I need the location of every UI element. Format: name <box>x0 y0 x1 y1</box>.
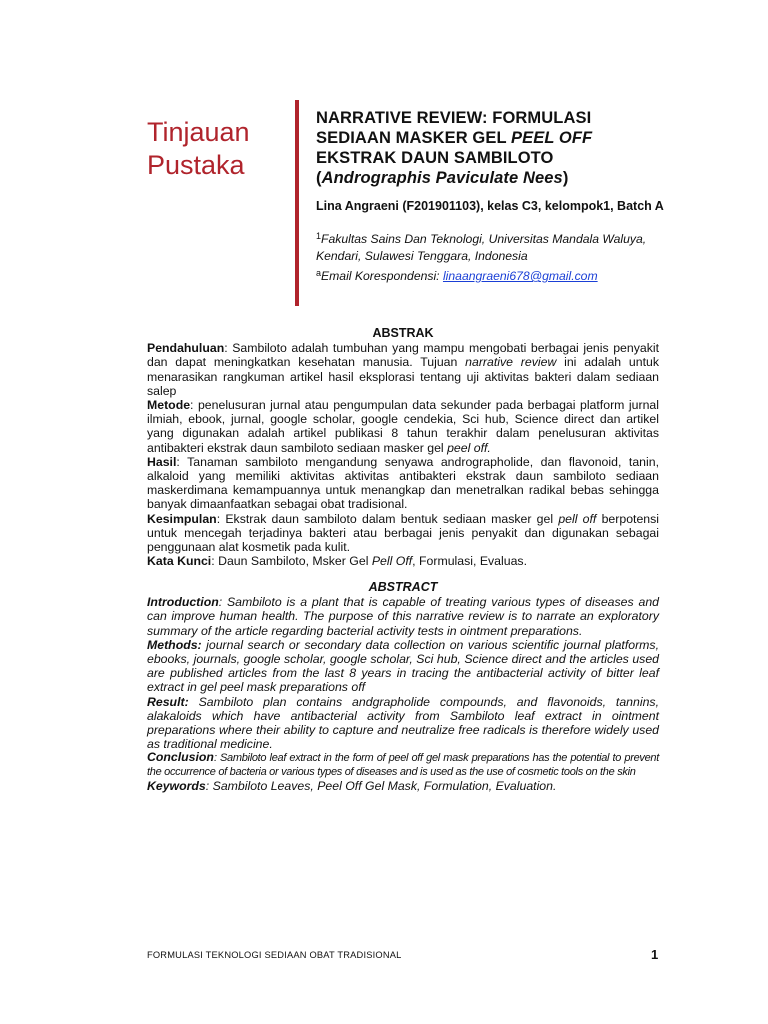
title-paren-close: ) <box>562 169 569 187</box>
conclusion-label: Conclusion <box>147 750 214 765</box>
author-line: Lina Angraeni (F201901103), kelas C3, kelompok1, Batch A <box>316 199 664 213</box>
affiliation-line1 <box>316 228 716 248</box>
affiliation <box>316 228 716 285</box>
title-line1: NARRATIVE REVIEW: FORMULASI <box>316 109 592 127</box>
metode-paragraph <box>147 398 659 455</box>
abstract-section <box>147 580 659 794</box>
title-line2 <box>316 128 736 148</box>
affiliation-line2: Kendari, Sulawesi Tenggara, Indonesia <box>316 249 528 263</box>
affiliation-sup: 1 <box>316 231 322 241</box>
title-line4 <box>316 168 736 188</box>
title-line2-text: SEDIAAN MASKER GEL <box>316 129 512 147</box>
hasil-text: : Tanaman sambiloto mengandung senyawa andrographolide, dan flavonoid, tanin, alkaloid yang memiliki aktivitas aktivitas antibakteri ekstrak daun sambiloto sediaan maskerdimana kemampuannya untuk menangkap dan menetralkan radikal bebas sehingga banyak dimaanfaatkan sebagai obat tradisional. <box>147 454 659 512</box>
kesimpulan-paragraph <box>147 512 659 555</box>
result-text: Sambiloto plan contains andgrapholide compounds, and flavonoids, tannins, alakaloids which have antibacterial activity from Sambiloto leaf extract in ointment preparations where their ability to capture and neutralize free radicals is therefore widely used as traditional medicine. <box>147 694 659 752</box>
title-species: Andrographis Paviculate Nees <box>321 169 563 187</box>
kata-kunci-paragraph <box>147 554 659 568</box>
methods-paragraph <box>147 638 659 695</box>
introduction-text: : Sambiloto is a plant that is capable of treating various types of diseases and can improve human health. The purpose of this narrative review is to narrate an exploratory summary of the article regarding bacterial activity tests in ointment preparations. <box>147 595 659 638</box>
kesimpulan-label: Kesimpulan <box>147 511 217 526</box>
hasil-label: Hasil <box>147 454 177 469</box>
introduction-label: Introduction <box>147 595 219 610</box>
kata-kunci-text: : Daun Sambiloto, Msker Gel <box>211 554 372 569</box>
hasil-paragraph <box>147 455 659 512</box>
pendahuluan-text: : Sambiloto adalah tumbuhan yang mampu mengobati berbagai jenis penyakit dan dapat meningkatkan kesehatan manusia. Tujuan <box>147 341 659 370</box>
keywords-text: : Sambiloto Leaves, Peel Off Gel Mask, Formulation, Evaluation. <box>205 779 557 794</box>
keywords-paragraph <box>147 779 659 793</box>
title-line2-italic: PEEL OFF <box>511 129 593 147</box>
pendahuluan-text-2: ini adalah untuk menarasikan rangkuman artikel hasil eksplorasi tentang uji aktivitas bakteri dalam sediaan salep <box>147 355 660 398</box>
conclusion-paragraph <box>147 751 659 779</box>
metode-text: : penelusuran jurnal atau pengumpulan data sekunder pada berbagai platform jurnal ilmiah, ebook, jurnal, google scholar, google cendekia, Sci hub, Science direct dan artikel yang digunakan adalah artikel publikasi 8 tahun terakhir dalam penelusuran aktivitas antibakteri ekstrak daun sambiloto sediaan masker gel <box>147 398 659 455</box>
introduction-paragraph <box>147 595 659 638</box>
title-paren-open: ( <box>316 169 322 187</box>
running-footer: FORMULASI TEKNOLOGI SEDIAAN OBAT TRADISIONAL <box>147 950 402 960</box>
abstrak-heading: ABSTRAK <box>372 326 434 340</box>
pendahuluan-paragraph <box>147 341 659 398</box>
methods-label: Methods: <box>147 637 202 652</box>
kata-kunci-label: Kata Kunci <box>147 554 212 569</box>
abstract-heading: ABSTRACT <box>368 580 438 594</box>
kesimpulan-text-2: berpotensi untuk mencegah terjadinya bakteri atau berbagai jenis penyakit dan digunakan sebagai penggunaan alat kosmetik pada kulit. <box>147 511 660 555</box>
keywords-label: Keywords <box>147 779 206 794</box>
email-link[interactable]: linaangraeni678@gmail.com <box>442 269 598 283</box>
result-label: Result: <box>147 694 189 709</box>
affiliation-text-1: Fakultas Sains Dan Teknologi, Universitas Mandala Waluya, <box>321 232 647 246</box>
email-label: Email Korespondensi: <box>321 269 443 283</box>
methods-text: journal search or secondary data collection on various scientific journal platforms, ebooks, journals, google scholar, google scholar, Sci hub, Science direct and the articles used are published articles from the last 8 years in tracing the antibacterial activity of bitter leaf extract in gel peel mask preparations off <box>147 637 659 695</box>
page-number: 1 <box>651 947 659 962</box>
email-line <box>316 265 716 285</box>
kata-kunci-italic: Pell Off <box>371 554 413 569</box>
section-label-line2: Pustaka <box>147 150 245 180</box>
section-label-line1: Tinjauan <box>147 117 250 147</box>
pendahuluan-italic: narrative review <box>465 355 557 370</box>
section-label <box>147 116 250 182</box>
paper-title <box>316 108 736 188</box>
kata-kunci-text-2: , Formulasi, Evaluas. <box>412 554 527 569</box>
title-line3: EKSTRAK DAUN SAMBILOTO <box>316 149 554 167</box>
kesimpulan-italic: pell off <box>558 511 597 526</box>
metode-italic: peel off. <box>447 440 491 455</box>
pendahuluan-label: Pendahuluan <box>147 341 225 356</box>
result-paragraph <box>147 695 659 752</box>
abstrak-section <box>147 326 659 568</box>
kesimpulan-text: : Ekstrak daun sambiloto dalam bentuk sediaan masker gel <box>216 511 559 526</box>
metode-label: Metode <box>147 398 191 413</box>
vertical-divider <box>295 100 299 306</box>
conclusion-text: : Sambiloto leaf extract in the form of peel off gel mask preparations has the potential to prevent the occurrence of bacteria or various types of diseases and is used as the use of cosmetic tools on the skin <box>147 752 659 778</box>
email-sup: a <box>316 268 322 278</box>
